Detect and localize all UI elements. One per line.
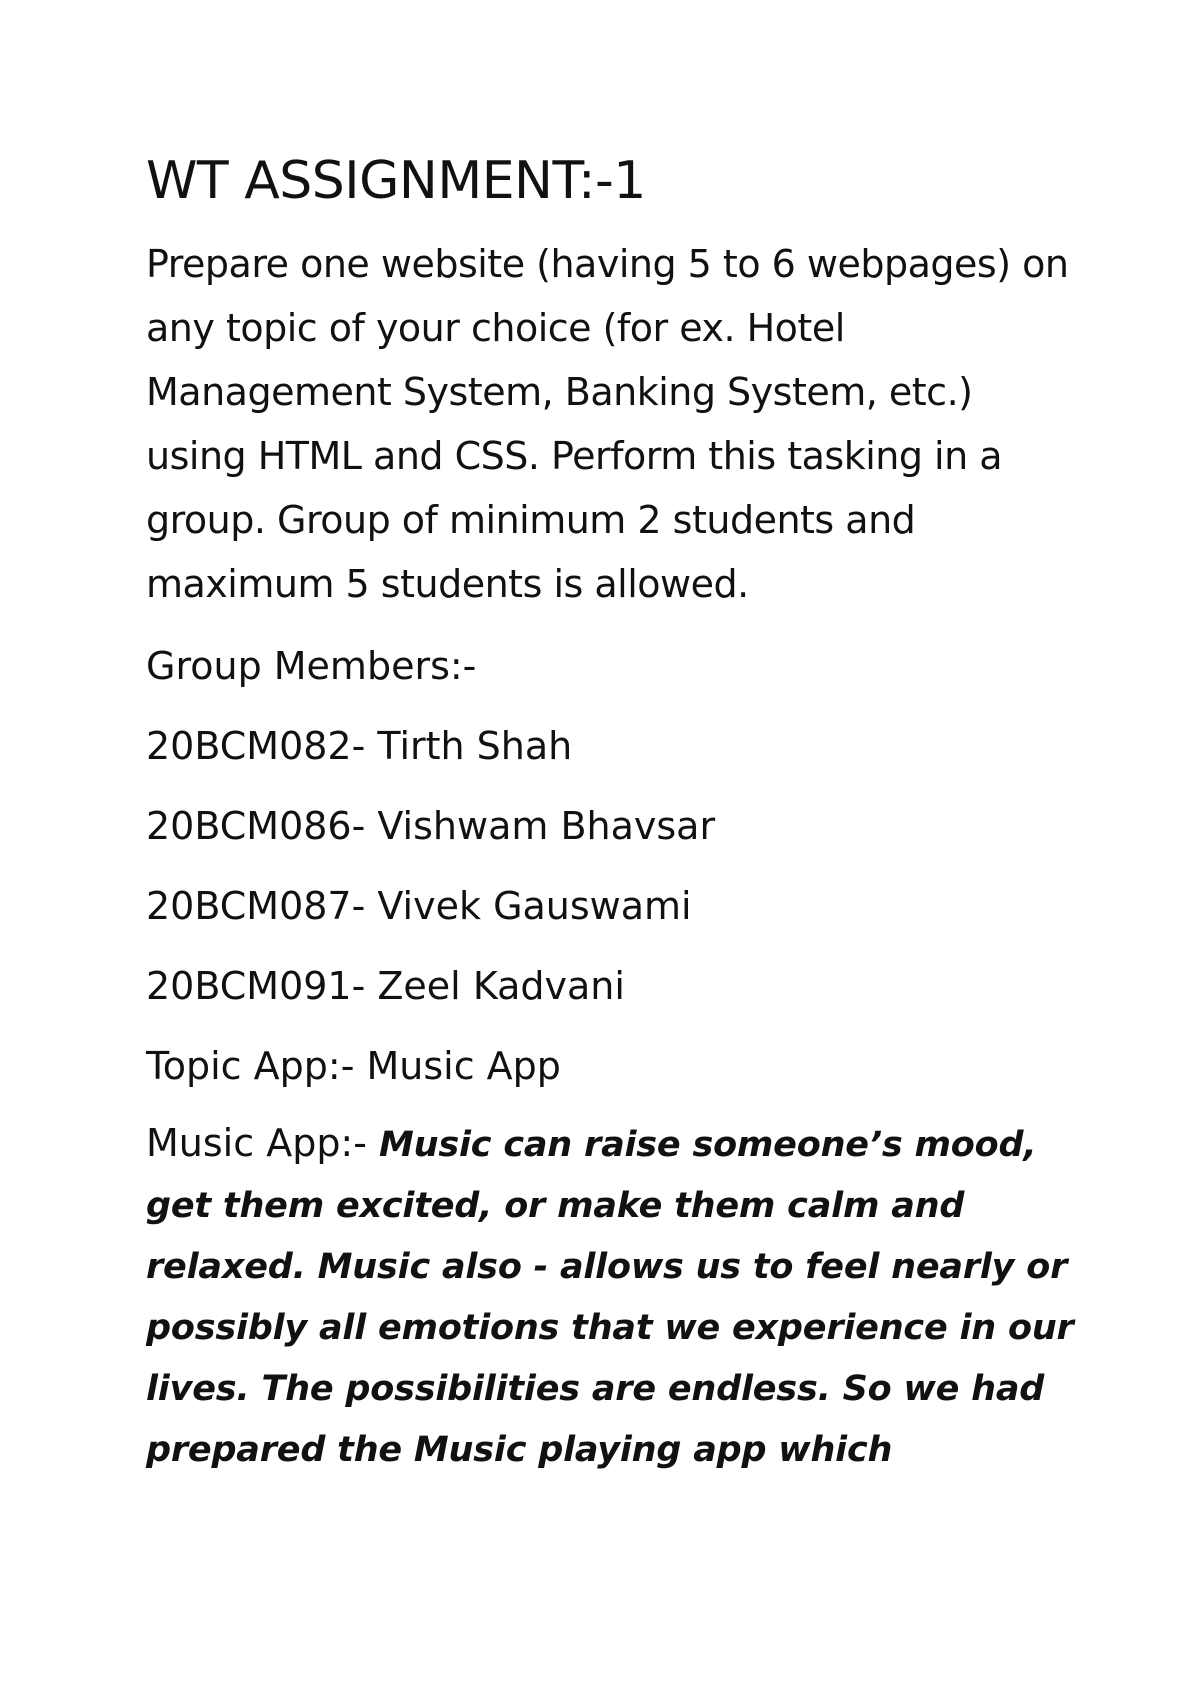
member-4: 20BCM091- Zeel Kadvani (146, 964, 625, 1009)
page-title: WT ASSIGNMENT:-1 (146, 151, 646, 211)
document-page (146, 150, 1076, 1480)
music-app-paragraph (146, 1114, 1076, 1480)
member-3: 20BCM087- Vivek Gauswami (146, 884, 692, 929)
member-2: 20BCM086- Vishwam Bhavsar (146, 804, 716, 849)
group-members-heading: Group Members:- (146, 644, 477, 689)
member-1: 20BCM082- Tirth Shah (146, 724, 573, 769)
topic-line: Topic App:- Music App (146, 1044, 561, 1089)
music-app-description: Music can raise someone’s mood, get them excited, or make them calm and relaxed. Music also - allows us to feel nearly or possibly all emotions that we experience in our lives. The possibilities are endless. So we had prepared the Music playing app which (146, 1125, 1074, 1471)
assignment-description: Prepare one website (having 5 to 6 webpages) on any topic of your choice (for ex. Hotel Management System, Banking System, etc.) using HTML and CSS. Perform this tasking in a group. Group of minimum 2 students and maximum 5 students is allowed. (146, 242, 1069, 607)
music-app-label: Music App:- (146, 1121, 380, 1166)
